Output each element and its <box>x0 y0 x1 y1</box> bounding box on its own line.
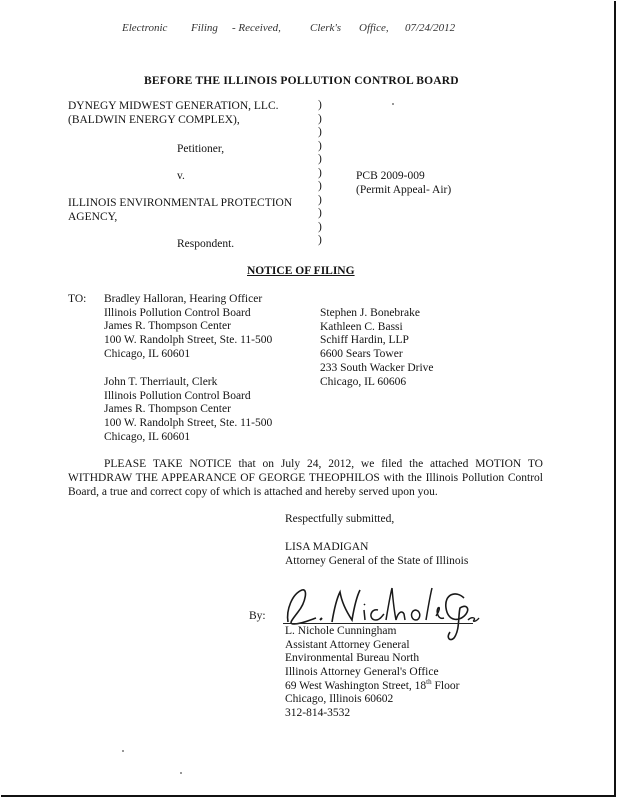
versus: v. <box>177 170 185 182</box>
street-ordinal: th <box>426 678 432 687</box>
address-line: James R. Thompson Center <box>104 320 231 332</box>
address-line: Chicago, IL 60606 <box>320 376 407 388</box>
header-clerks: Clerk's <box>310 22 342 34</box>
street-floor: Floor <box>431 680 460 692</box>
document-title: BEFORE THE ILLINOIS POLLUTION CONTROL BOARD <box>144 75 459 87</box>
respondent-role: Respondent. <box>177 238 235 250</box>
caption-brackets: ) ) ) ) ) ) ) ) ) ) ) <box>318 99 322 246</box>
address-line: 100 W. Randolph Street, Ste. 11-500 <box>104 334 273 346</box>
address-line: Chicago, IL 60601 <box>104 431 191 443</box>
to-label: TO: <box>68 293 87 305</box>
signature-phone: 312-814-3532 <box>285 707 351 719</box>
header-date: 07/24/2012 <box>405 22 456 34</box>
header-office: Office, <box>359 22 389 34</box>
petitioner-name: DYNEGY MIDWEST GENERATION, LLC. <box>68 100 279 112</box>
by-label: By: <box>249 610 266 622</box>
address-line: Kathleen C. Bassi <box>320 321 403 333</box>
address-line: Illinois Pollution Control Board <box>104 390 251 402</box>
signature-office: Illinois Attorney General's Office <box>285 666 439 678</box>
notice-body: PLEASE TAKE NOTICE that on July 24, 2012, we filed the attached MOTION TO WITHDRAW THE APPEARANCE OF GEORGE THEOPHILOS with the Illinois Pollution Control Board, a true and correct copy of which is attached and hereby served upon you. <box>68 458 543 498</box>
address-line: 233 South Wacker Drive <box>320 362 434 374</box>
case-type: (Permit Appeal- Air) <box>356 184 452 196</box>
scan-speck <box>122 750 124 752</box>
signature-street <box>285 679 459 693</box>
respondent-name: ILLINOIS ENVIRONMENTAL PROTECTION <box>68 197 293 209</box>
address-line: Schiff Hardin, LLP <box>320 334 409 346</box>
address-line: 100 W. Randolph Street, Ste. 11-500 <box>104 417 273 429</box>
address-line: John T. Therriault, Clerk <box>104 376 218 388</box>
respondent-sub: AGENCY, <box>68 211 118 223</box>
signer-title: Attorney General of the State of Illinois <box>285 555 469 567</box>
petitioner-sub: (BALDWIN ENERGY COMPLEX), <box>68 114 240 126</box>
signature-bureau: Environmental Bureau North <box>285 652 420 664</box>
case-number: PCB 2009-009 <box>356 170 425 182</box>
header-filing: Filing <box>191 22 218 34</box>
address-line: 6600 Sears Tower <box>320 348 403 360</box>
header-electronic: Electronic <box>122 22 168 34</box>
scan-speck <box>180 772 182 774</box>
respectfully-submitted: Respectfully submitted, <box>285 513 395 525</box>
signature-title: Assistant Attorney General <box>285 639 410 651</box>
address-line: Chicago, IL 60601 <box>104 348 191 360</box>
address-line: Bradley Halloran, Hearing Officer <box>104 293 263 305</box>
address-line: Stephen J. Bonebrake <box>320 307 420 319</box>
header-received: - Received, <box>232 22 281 34</box>
notice-heading: NOTICE OF FILING <box>247 265 355 277</box>
scan-speck <box>392 103 394 105</box>
signature-city: Chicago, Illinois 60602 <box>285 693 394 705</box>
signature-name: L. Nichole Cunningham <box>285 625 397 637</box>
address-line: James R. Thompson Center <box>104 403 231 415</box>
address-line: Illinois Pollution Control Board <box>104 307 251 319</box>
street-main: 69 West Washington Street, 18 <box>285 680 427 692</box>
signer-name: LISA MADIGAN <box>285 541 369 553</box>
petitioner-role: Petitioner, <box>177 143 225 155</box>
